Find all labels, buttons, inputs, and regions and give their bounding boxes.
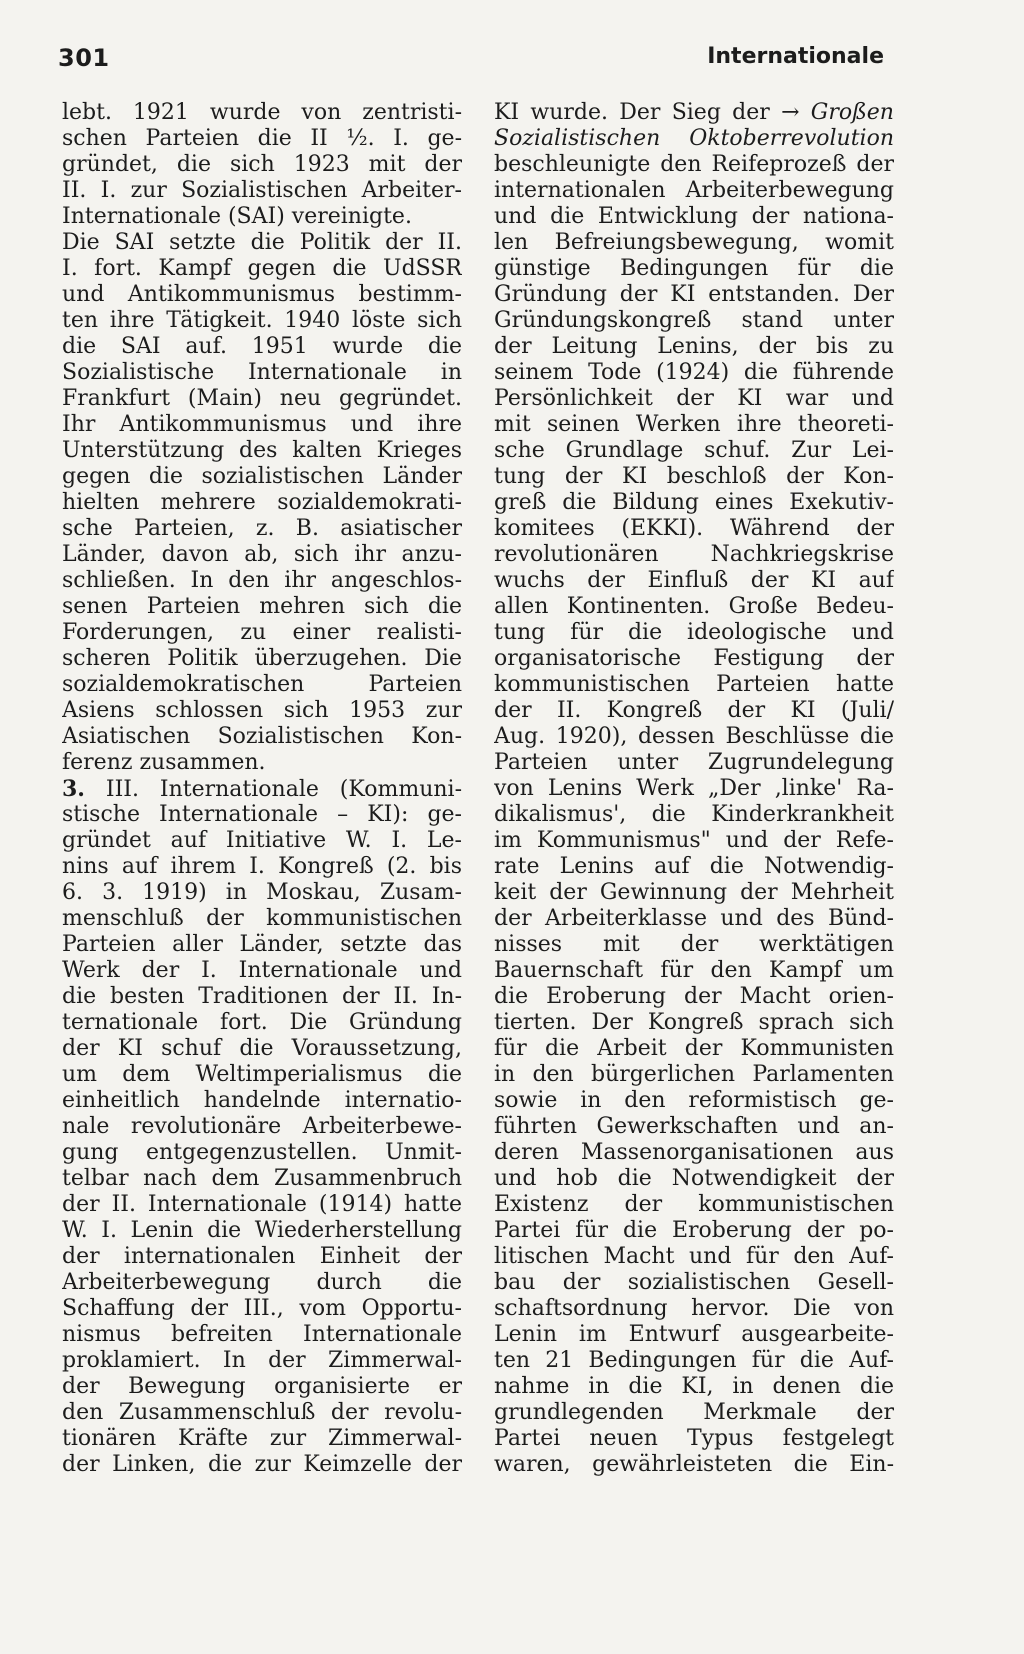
line-text: die besten Traditionen der II. In- [62,984,462,1009]
line-text: grundlegenden Merkmale der [494,1400,894,1425]
line-text: dikalismus', die Kinderkrankheit [494,802,894,827]
line-text: stische Internationale – KI): ge- [62,802,462,827]
text-line [62,334,462,360]
text-line [494,152,894,178]
text-line [494,178,894,204]
text-line [62,646,462,672]
line-text: Gründungskongreß stand unter [494,308,894,333]
line-text: und hob die Notwendigkeit der [494,1166,894,1191]
line-text: telbar nach dem Zusammenbruch [62,1166,462,1191]
line-text: schließen. In den ihr angeschlos- [62,568,462,593]
text-line [494,646,894,672]
text-line [494,776,894,802]
text-line [494,542,894,568]
text-line [494,594,894,620]
text-line [62,594,462,620]
line-text: len Befreiungsbewegung, womit [494,230,894,255]
text-line [62,802,462,828]
text-line [494,724,894,750]
text-line [494,906,894,932]
text-line [62,204,462,230]
line-text: seinem Tode (1924) die führende [494,360,894,385]
line-text: Parteien unter Zugrundelegung [494,750,894,775]
section-number: 3. [62,776,85,802]
text-line [494,412,894,438]
line-text: ferenz zusammen. [62,750,266,775]
text-line [62,1322,462,1348]
text-line [62,958,462,984]
text-line [494,464,894,490]
running-head: Internationale [707,44,884,69]
line-text: nisses mit der werktätigen [494,932,894,957]
line-text: Asiens schlossen sich 1953 zur [62,698,462,723]
text-line [62,880,462,906]
text-line [62,1036,462,1062]
line-text: der II. Kongreß der KI (Juli/ [494,698,894,723]
line-text: 6. 3. 1919) in Moskau, Zusam- [62,880,462,905]
text-line [494,568,894,594]
text-line [494,1140,894,1166]
text-line [494,1270,894,1296]
text-line [494,828,894,854]
text-line [62,1166,462,1192]
text-line [494,438,894,464]
line-text: allen Kontinenten. Große Bedeu- [494,594,894,619]
line-text: sowie in den reformistisch ge- [494,1088,894,1113]
line-text: Werk der I. Internationale und [62,958,462,983]
line-text: bau der sozialistischen Gesell- [494,1270,894,1295]
text-line [62,1114,462,1140]
line-text: keit der Gewinnung der Mehrheit [494,880,894,905]
line-text: Sozialistische Internationale in [62,360,462,385]
line-text: tung der KI beschloß der Kon- [494,464,894,489]
text-line [494,854,894,880]
line-text: tionären Kräfte zur Zimmerwal- [62,1426,462,1451]
text-line [494,620,894,646]
line-text: die Eroberung der Macht orien- [494,984,894,1009]
text-line [62,906,462,932]
right-text-column [494,100,894,1478]
text-line [494,1374,894,1400]
line-text: lebt. 1921 wurde von zentristi- [62,100,462,125]
text-line [62,1192,462,1218]
text-line [62,1088,462,1114]
text-line [494,1348,894,1374]
line-text: KI wurde. Der Sieg der [494,100,782,125]
line-text: Partei für die Eroberung der po- [494,1218,894,1243]
line-text: sche Parteien, z. B. asiatischer [62,516,462,541]
cross-reference: Sozialistischen Oktoberrevolution [494,126,894,151]
line-text: die SAI auf. 1951 wurde die [62,334,462,359]
line-text: menschluß der kommunistischen [62,906,462,931]
line-text: proklamiert. In der Zimmerwal- [62,1348,462,1373]
text-line [62,1296,462,1322]
line-text: Lenin im Entwurf ausgearbeite- [494,1322,894,1347]
line-text: Ihr Antikommunismus und ihre [62,412,462,437]
text-line [62,230,462,256]
text-line [62,724,462,750]
text-line [494,1426,894,1452]
text-line [494,1192,894,1218]
line-text: organisatorische Festigung der [494,646,894,671]
line-text: III. Internationale (Kommuni- [84,777,462,802]
text-line [494,958,894,984]
text-line [62,178,462,204]
text-line [62,1062,462,1088]
text-line [62,542,462,568]
line-text: der KI schuf die Voraussetzung, [62,1036,462,1061]
line-text: ternationale fort. Die Gründung [62,1010,462,1035]
line-text: schaftsordnung hervor. Die von [494,1296,894,1321]
text-line [494,1088,894,1114]
text-line [62,282,462,308]
line-text: den Zusammenschluß der revolu- [62,1400,462,1425]
text-line [62,438,462,464]
line-text: ten ihre Tätigkeit. 1940 löste sich [62,308,462,333]
text-line [62,984,462,1010]
text-line [62,698,462,724]
cross-reference: → Großen [781,100,894,125]
line-text: nins auf ihrem I. Kongreß (2. bis [62,854,462,879]
line-text: gründet auf Initiative W. I. Le- [62,828,462,853]
text-line [62,672,462,698]
line-text: einheitlich handelnde internatio- [62,1088,462,1113]
text-line [62,1218,462,1244]
line-text: W. I. Lenin die Wiederherstellung [62,1218,462,1243]
page-header [58,44,884,84]
text-line [62,1244,462,1270]
line-text: für die Arbeit der Kommunisten [494,1036,894,1061]
text-line [494,932,894,958]
text-line [494,230,894,256]
line-text: in den bürgerlichen Parlamenten [494,1062,894,1087]
text-line [62,100,462,126]
line-text: der Bewegung organisierte er [62,1374,462,1399]
text-line [494,308,894,334]
text-line [494,360,894,386]
text-line [62,568,462,594]
text-line [62,360,462,386]
line-text: Gründung der KI entstanden. Der [494,282,894,307]
text-line [62,1348,462,1374]
text-line [494,802,894,828]
line-text: im Kommunismus" und der Refe- [494,828,894,853]
line-text: und die Entwicklung der nationa- [494,204,894,229]
line-text: Unterstützung des kalten Krieges [62,438,462,463]
text-line [494,126,894,152]
line-text: schen Parteien die II ½. I. ge- [62,126,462,151]
line-text: scheren Politik überzugehen. Die [62,646,462,671]
text-line [494,1296,894,1322]
text-line [494,750,894,776]
text-line [62,1140,462,1166]
line-text: Forderungen, zu einer realisti- [62,620,462,645]
text-line [62,308,462,334]
line-text: der II. Internationale (1914) hatte [62,1192,462,1217]
text-line [62,932,462,958]
line-text: waren, gewährleisteten die Ein- [494,1452,894,1477]
text-line [494,1062,894,1088]
line-text: internationalen Arbeiterbewegung [494,178,894,203]
text-line [494,490,894,516]
text-line [494,1010,894,1036]
text-line [494,1452,894,1478]
line-text: der Leitung Lenins, der bis zu [494,334,894,359]
line-text: deren Massenorganisationen aus [494,1140,894,1165]
text-line [494,204,894,230]
line-text: senen Parteien mehren sich die [62,594,462,619]
text-line [62,1452,462,1478]
line-text: günstige Bedingungen für die [494,256,894,281]
line-text: Bauernschaft für den Kampf um [494,958,894,983]
line-text: beschleunigte den Reifeprozeß der [494,152,894,177]
line-text: revolutionären Nachkriegskrise [494,542,894,567]
line-text: Internationale (SAI) vereinigte. [62,204,412,229]
text-line [494,880,894,906]
text-line [494,1218,894,1244]
text-line [62,828,462,854]
line-text: tierten. Der Kongreß sprach sich [494,1010,894,1035]
text-line [62,152,462,178]
text-line [62,620,462,646]
line-text: nale revolutionäre Arbeiterbewe- [62,1114,462,1139]
text-line [494,1036,894,1062]
line-text: Die SAI setzte die Politik der II. [62,230,462,255]
text-line [62,1400,462,1426]
line-text: Aug. 1920), dessen Beschlüsse die [494,724,894,749]
text-line [62,1426,462,1452]
line-text: führten Gewerkschaften und an- [494,1114,894,1139]
line-text: tung für die ideologische und [494,620,894,645]
line-text: ten 21 Bedingungen für die Auf- [494,1348,894,1373]
line-text: der Linken, die zur Keimzelle der [62,1452,462,1477]
line-text: wuchs der Einfluß der KI auf [494,568,894,593]
text-line [62,126,462,152]
text-line [494,100,894,126]
line-text: mit seinen Werken ihre theoreti- [494,412,894,437]
line-text: nahme in die KI, in denen die [494,1374,894,1399]
text-line [62,386,462,412]
line-text: II. I. zur Sozialistischen Arbeiter- [62,178,462,203]
text-line [494,516,894,542]
text-line [494,672,894,698]
text-line [62,776,462,802]
text-line [62,1270,462,1296]
line-text: Länder, davon ab, sich ihr anzu- [62,542,462,567]
text-line [62,516,462,542]
line-text: sozialdemokratischen Parteien [62,672,462,697]
text-line [494,282,894,308]
line-text: der Arbeiterklasse und des Bünd- [494,906,894,931]
line-text: komitees (EKKI). Während der [494,516,894,541]
line-text: der internationalen Einheit der [62,1244,462,1269]
text-line [62,750,462,776]
text-line [62,256,462,282]
line-text: Asiatischen Sozialistischen Kon- [62,724,462,749]
line-text: Existenz der kommunistischen [494,1192,894,1217]
line-text: Partei neuen Typus festgelegt [494,1426,894,1451]
text-line [494,984,894,1010]
line-text: Schaffung der III., vom Opportu- [62,1296,462,1321]
text-line [494,256,894,282]
text-line [62,1374,462,1400]
text-line [62,464,462,490]
line-text: um dem Weltimperialismus die [62,1062,462,1087]
line-text: I. fort. Kampf gegen die UdSSR [62,256,462,281]
line-text: sche Grundlage schuf. Zur Lei- [494,438,894,463]
line-text: Frankfurt (Main) neu gegründet. [62,386,462,411]
line-text: Arbeiterbewegung durch die [62,1270,462,1295]
text-line [494,698,894,724]
line-text: rate Lenins auf die Notwendig- [494,854,894,879]
page-number: 301 [58,44,110,72]
line-text: gung entgegenzustellen. Unmit- [62,1140,462,1165]
line-text: greß die Bildung eines Exekutiv- [494,490,894,515]
line-text: gegen die sozialistischen Länder [62,464,462,489]
text-line [494,334,894,360]
line-text: litischen Macht und für den Auf- [494,1244,894,1269]
text-line [62,1010,462,1036]
text-line [62,412,462,438]
text-line [494,1244,894,1270]
text-line [494,386,894,412]
line-text: Persönlichkeit der KI war und [494,386,894,411]
line-text: gründet, die sich 1923 mit der [62,152,462,177]
text-line [494,1114,894,1140]
line-text: nismus befreiten Internationale [62,1322,462,1347]
text-line [494,1166,894,1192]
line-text: von Lenins Werk „Der ‚linke' Ra- [494,776,894,801]
line-text: und Antikommunismus bestimm- [62,282,462,307]
left-text-column [62,100,462,1478]
line-text: Parteien aller Länder, setzte das [62,932,462,957]
line-text: kommunistischen Parteien hatte [494,672,894,697]
text-line [62,854,462,880]
text-line [494,1322,894,1348]
text-line [494,1400,894,1426]
line-text: hielten mehrere sozialdemokrati- [62,490,462,515]
text-line [62,490,462,516]
